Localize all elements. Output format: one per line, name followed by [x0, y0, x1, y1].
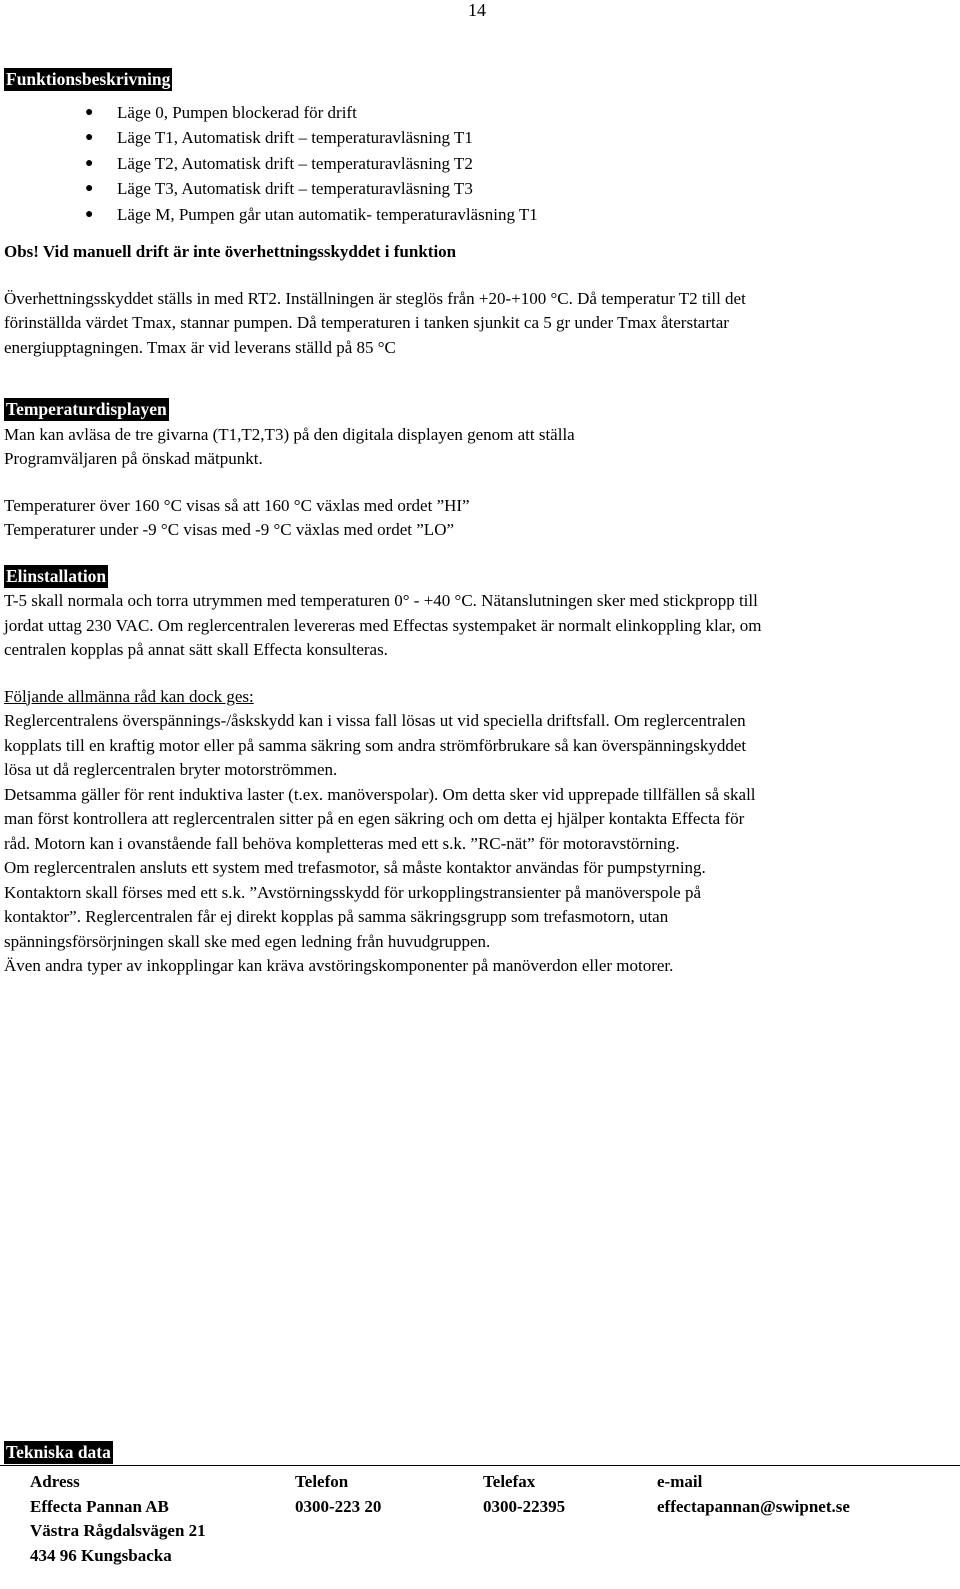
- advice-line: Kontaktorn skall förses med ett s.k. ”Avstörningsskydd för urkopplingstransienter på manöverspole på: [4, 882, 702, 902]
- bullet-icon: ●: [85, 206, 94, 222]
- advice-line: kontaktor”. Reglercentralen får ej direkt kopplas på samma säkringsgrupp som trefasmotorn, utan: [4, 907, 669, 926]
- overheat-line: Överhettningsskyddet ställs in med RT2. Inställningen är steglös från +20-+100 °C. Då temperatur T2 till det: [4, 288, 746, 308]
- bullet-icon: ●: [85, 181, 94, 196]
- advice-line: Om reglercentralen ansluts ett system med trefasmotor, så måste kontaktor användas för pumpstyrning.: [4, 858, 706, 877]
- divider: [0, 1465, 960, 1466]
- advice-line: lösa ut då reglercentralen bryter motorströmmen.: [4, 760, 338, 779]
- fax-number: 0300-22395: [483, 1496, 566, 1516]
- mode-list: [4, 101, 954, 229]
- list-item: ● Läge T3, Automatisk drift – temperaturavläsning T3: [4, 177, 954, 203]
- street-address: Västra Rågdalsvägen 21: [30, 1521, 206, 1540]
- section-heading-tekniska-data: Tekniska data: [6, 1442, 111, 1462]
- phone-number: 0300-223 20: [295, 1496, 382, 1516]
- advice-line: man först kontrollera att reglercentralen sitter på en egen säkring och om detta ej hjälper kontakta Effecta för: [4, 809, 745, 828]
- display-line: Programväljaren på önskad mätpunkt.: [4, 449, 263, 468]
- section-heading-temperaturdisplayen: Temperaturdisplayen: [6, 399, 167, 419]
- advice-line: råd. Motorn kan i ovanstående fall behöva kompletteras med ett s.k. ”RC-nät” för motoravstörning.: [4, 833, 680, 853]
- advice-line: kopplats till en kraftig motor eller på samma säkring som andra strömförbrukare så kan överspänningskyddet: [4, 735, 747, 755]
- table-header-telefon: Telefon: [295, 1472, 349, 1491]
- overheat-line: energiupptagningen. Tmax är vid leverans ställd på 85 °C: [4, 337, 396, 357]
- display-line: Temperaturer över 160 °C visas så att 160 °C växlas med ordet ”HI”: [4, 495, 470, 515]
- tech-section: [4, 1441, 960, 1466]
- advice-line: spänningsförsörjningen skall ske med egen ledning från huvudgruppen.: [4, 931, 491, 951]
- el-line: T-5 skall normala och torra utrymmen med temperaturen 0° - +40 °C. Nätanslutningen sker med stickpropp till: [4, 591, 758, 610]
- postal-address: 434 96 Kungsbacka: [30, 1545, 172, 1565]
- el-line: jordat uttag 230 VAC. Om reglercentralen levereras med Effectas systempaket är normalt elinkoppling klar, om: [4, 615, 762, 635]
- obs-note: Obs! Vid manuell drift är inte överhettningsskyddet i funktion: [4, 242, 457, 261]
- display-line: Temperaturer under -9 °C visas med -9 °C växlas med ordet ”LO”: [4, 520, 455, 539]
- email-address: effectapannan@swipnet.se: [657, 1496, 850, 1516]
- list-item: ● Läge 0, Pumpen blockerad för drift: [4, 101, 954, 127]
- el-line: centralen kopplas på annat sätt skall Effecta konsulteras.: [4, 640, 388, 659]
- section-heading-elinstallation: Elinstallation: [6, 565, 107, 586]
- advice-line: Även andra typer av inkopplingar kan kräva avstöringskomponenter på manöverdon eller motorer.: [4, 956, 674, 975]
- list-item: ● Läge T2, Automatisk drift – temperaturavläsning T2: [4, 152, 954, 178]
- list-item: ● Läge M, Pumpen går utan automatik- temperaturavläsning T1: [4, 203, 954, 229]
- bullet-icon: ●: [85, 155, 94, 171]
- document-body: [4, 68, 954, 979]
- advice-line: Reglercentralens överspännings-/åskskydd kan i vissa fall lösas ut vid speciella driftsfall. Om reglercentralen: [4, 711, 746, 730]
- bullet-icon: ●: [85, 104, 94, 120]
- advice-line: Detsamma gäller för rent induktiva laster (t.ex. manöverspolar). Om detta sker vid upprepade tillfällen så skall: [4, 784, 756, 804]
- table-header-email: e-mail: [657, 1472, 703, 1491]
- table-header-telefax: Telefax: [483, 1472, 536, 1491]
- company-name: Effecta Pannan AB: [30, 1496, 169, 1516]
- list-item: ● Läge T1, Automatisk drift – temperaturavläsning T1: [4, 126, 954, 152]
- bullet-icon: ●: [85, 130, 94, 145]
- display-line: Man kan avläsa de tre givarna (T1,T2,T3) på den digitala displayen genom att ställa: [4, 424, 575, 444]
- advice-heading: Följande allmänna råd kan dock ges:: [4, 686, 254, 706]
- section-heading-funktionsbeskrivning: Funktionsbeskrivning: [6, 69, 171, 89]
- overheat-line: förinställda värdet Tmax, stannar pumpen. Då temperaturen i tanken sjunkit ca 5 gr under Tmax återstartar: [4, 313, 729, 332]
- table-header-adress: Adress: [30, 1472, 80, 1491]
- page-number: 14: [468, 0, 486, 20]
